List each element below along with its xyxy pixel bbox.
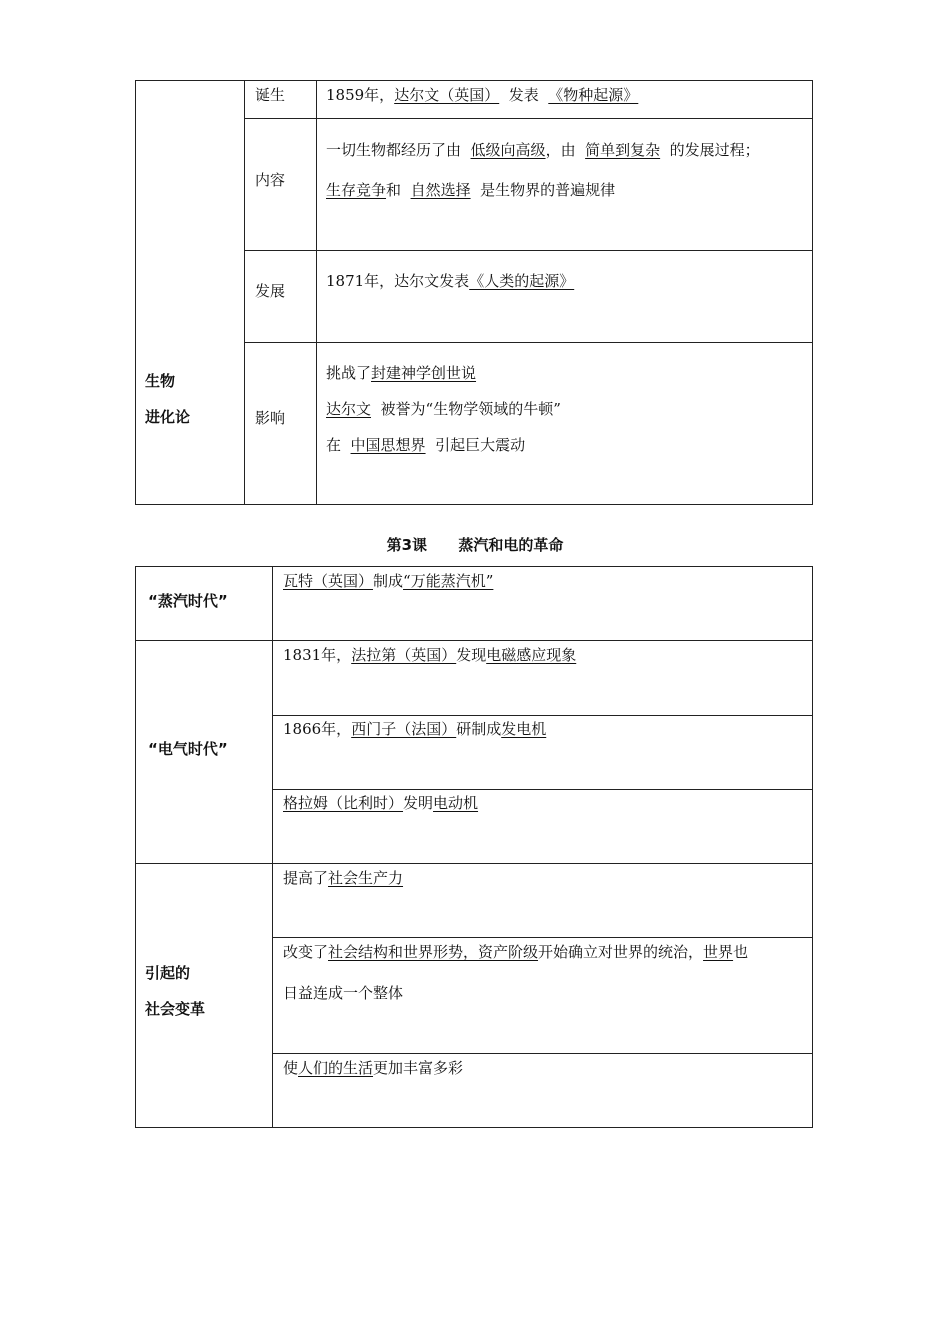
row-text-content-2 — [326, 181, 615, 199]
underlined-text: 达尔文（英国） — [394, 86, 500, 104]
text-segment: ，由 — [545, 141, 586, 159]
text-segment: 和 — [386, 181, 411, 199]
underlined-text: 电磁感应现象 — [486, 646, 577, 664]
text-segment: 1831年， — [283, 646, 352, 664]
text-segment: 1871年，达尔文发表 — [326, 272, 470, 290]
text-segment: 的发展过程； — [660, 141, 760, 159]
underlined-text: 社会生产力 — [328, 869, 404, 887]
text-segment: 制成 — [373, 572, 404, 590]
underlined-text: 社会结构和世界形势，资产阶级 — [328, 943, 539, 961]
text-segment: 发表 — [499, 86, 549, 104]
row-label-content: 内容 — [255, 171, 286, 189]
text-segment: 提高了 — [283, 869, 329, 887]
electric-row-3 — [283, 794, 478, 812]
text-segment: 是生物界的普遍规律 — [470, 181, 616, 199]
underlined-text: 中国思想界 — [350, 436, 426, 454]
row-text-influence-3 — [326, 436, 525, 454]
social-row-2b — [283, 984, 403, 1002]
underlined-text: 简单到复杂 — [585, 141, 661, 159]
underlined-text: 西门子（法国） — [351, 720, 457, 738]
social-row-1 — [283, 869, 403, 887]
underlined-text: 人们的生活 — [298, 1059, 374, 1077]
text-segment: 日益连成一个整体 — [283, 984, 404, 1002]
underlined-text: 格拉姆（比利时） — [283, 794, 404, 812]
underlined-text: 生存竞争 — [326, 181, 387, 199]
underlined-text: 低级向高级 — [470, 141, 546, 159]
text-segment: 更加丰富多彩 — [373, 1059, 464, 1077]
electric-row-1 — [283, 646, 576, 664]
steam-row-1 — [283, 572, 493, 590]
text-segment: 挑战了 — [326, 364, 372, 382]
text-segment: 发现 — [456, 646, 487, 664]
text-segment: 研制成 — [456, 720, 502, 738]
text-segment: 1866年， — [283, 720, 352, 738]
underlined-text: 瓦特（英国） — [283, 572, 374, 590]
social-change-label-1: 引起的 — [145, 964, 191, 982]
row-text-influence-2 — [326, 400, 561, 418]
text-segment: 1859年， — [326, 86, 395, 104]
text-segment: 发明 — [403, 794, 434, 812]
text-segment: 一切生物都经历了由 — [326, 141, 471, 159]
row-label-birth: 诞生 — [255, 86, 286, 104]
era-label-electric: “电气时代” — [148, 740, 228, 758]
underlined-text: 法拉第（英国） — [351, 646, 457, 664]
text-segment: 引起巨大震动 — [425, 436, 526, 454]
row-text-development — [326, 272, 574, 290]
text-segment: 改变了 — [283, 943, 329, 961]
lesson-title: 第3课 蒸汽和电的革命 — [386, 536, 564, 554]
category-label-2: 进化论 — [145, 408, 191, 426]
electric-row-2 — [283, 720, 546, 738]
underlined-text: 电动机 — [433, 794, 479, 812]
underlined-text: “万能蒸汽机” — [403, 572, 494, 590]
text-segment: 使 — [283, 1059, 299, 1077]
row-text-content-1 — [326, 141, 760, 159]
text-segment: 被誉为“生物学领域的牛顿” — [371, 400, 561, 418]
underlined-text: 发电机 — [501, 720, 547, 738]
underlined-text: 达尔文 — [326, 400, 372, 418]
underlined-text: 《物种起源》 — [548, 86, 639, 104]
social-change-label-2: 社会变革 — [145, 1000, 206, 1018]
underlined-text: 自然选择 — [410, 181, 471, 199]
text-segment: 也 — [733, 943, 749, 961]
text-segment: 在 — [326, 436, 351, 454]
underlined-text: 封建神学创世说 — [371, 364, 477, 382]
underlined-text: 世界 — [703, 943, 734, 961]
underlined-text: 《人类的起源》 — [469, 272, 575, 290]
social-row-3 — [283, 1059, 463, 1077]
row-label-development: 发展 — [255, 282, 286, 300]
category-label-1: 生物 — [145, 372, 176, 390]
row-text-influence-1 — [326, 364, 476, 382]
row-label-influence: 影响 — [255, 409, 286, 427]
row-text-birth — [326, 86, 638, 104]
text-segment: 开始确立对世界的统治， — [538, 943, 704, 961]
social-row-2a — [283, 943, 748, 961]
era-label-steam: “蒸汽时代” — [148, 592, 228, 610]
